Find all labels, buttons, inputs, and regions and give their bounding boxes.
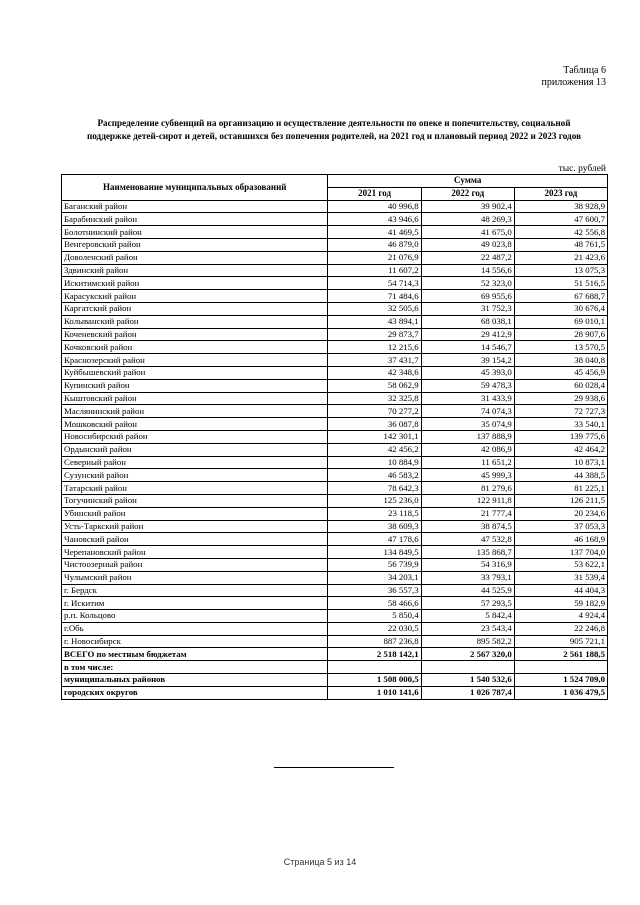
amount-2023: 1 524 709,0 <box>514 674 607 687</box>
empty-cell <box>421 661 514 674</box>
municipality-name: Карасукский район <box>62 290 328 303</box>
subtotal-row <box>62 674 608 687</box>
amount-2023: 22 246,8 <box>514 622 607 635</box>
table-number: Таблица 6 <box>563 65 606 76</box>
amount-2023: 905 721,1 <box>514 635 607 648</box>
amount-2023: 126 211,5 <box>514 494 607 507</box>
amount-2023: 137 704,0 <box>514 546 607 559</box>
amount-2022: 5 842,4 <box>421 610 514 623</box>
amount-2022: 11 651,2 <box>421 456 514 469</box>
table-row <box>62 328 608 341</box>
amount-2021: 36 557,3 <box>328 584 421 597</box>
amount-2022: 45 999,3 <box>421 469 514 482</box>
municipality-name: Новосибирский район <box>62 430 328 443</box>
table-row <box>62 354 608 367</box>
amount-2021: 38 609,3 <box>328 520 421 533</box>
amount-2022: 1 026 787,4 <box>421 686 514 699</box>
municipality-name: г. Бердск <box>62 584 328 597</box>
amount-2022: 122 911,8 <box>421 494 514 507</box>
amount-2021: 71 484,6 <box>328 290 421 303</box>
amount-2022: 137 888,9 <box>421 430 514 443</box>
amount-2023: 28 907,6 <box>514 328 607 341</box>
amount-2021: 125 236,0 <box>328 494 421 507</box>
amount-2023: 72 727,3 <box>514 405 607 418</box>
amount-2021: 29 873,7 <box>328 328 421 341</box>
amount-2021: 21 076,9 <box>328 251 421 264</box>
amount-2023: 29 938,6 <box>514 392 607 405</box>
amount-2021: 78 642,3 <box>328 482 421 495</box>
amount-2022: 69 955,6 <box>421 290 514 303</box>
municipality-name: Болотнинский район <box>62 226 328 239</box>
amount-2021: 46 583,2 <box>328 469 421 482</box>
empty-cell <box>328 661 421 674</box>
column-header-2022: 2022 год <box>421 187 514 200</box>
amount-2022: 38 874,5 <box>421 520 514 533</box>
municipality-name: Кочковский район <box>62 341 328 354</box>
amount-2022: 47 532,8 <box>421 533 514 546</box>
title-line-1: Распределение субвенций на организацию и осуществление деятельности по опеке и попечительству, социальной <box>97 118 571 128</box>
municipality-name: Венгеровский район <box>62 238 328 251</box>
amount-2022: 74 074,3 <box>421 405 514 418</box>
amount-2021: 134 849,5 <box>328 546 421 559</box>
municipality-name: Барабинский район <box>62 213 328 226</box>
municipality-name: Искитимский район <box>62 277 328 290</box>
amount-2021: 32 325,8 <box>328 392 421 405</box>
amount-2022: 49 023,8 <box>421 238 514 251</box>
amount-2021: 58 062,9 <box>328 379 421 392</box>
amount-2022: 22 487,2 <box>421 251 514 264</box>
amount-2023: 1 036 479,5 <box>514 686 607 699</box>
amount-2022: 135 868,7 <box>421 546 514 559</box>
amount-2022: 1 540 532,6 <box>421 674 514 687</box>
municipality-name: Черепановский район <box>62 546 328 559</box>
table-row <box>62 571 608 584</box>
table-row <box>62 302 608 315</box>
table-row <box>62 405 608 418</box>
municipality-name: Маслянинский район <box>62 405 328 418</box>
table-row <box>62 315 608 328</box>
amount-2023: 44 388,5 <box>514 469 607 482</box>
amount-2023: 13 075,3 <box>514 264 607 277</box>
amount-2022: 52 323,0 <box>421 277 514 290</box>
amount-2023: 51 516,5 <box>514 277 607 290</box>
table-row <box>62 635 608 648</box>
table-row <box>62 622 608 635</box>
amount-2021: 32 505,6 <box>328 302 421 315</box>
amount-2021: 11 607,2 <box>328 264 421 277</box>
amount-2023: 42 464,2 <box>514 443 607 456</box>
municipality-name: Убинский район <box>62 507 328 520</box>
amount-2023: 44 404,3 <box>514 584 607 597</box>
amount-2021: 46 879,0 <box>328 238 421 251</box>
amount-2021: 43 894,1 <box>328 315 421 328</box>
amount-2022: 31 752,3 <box>421 302 514 315</box>
table-row <box>62 456 608 469</box>
table-row <box>62 251 608 264</box>
municipality-name: Северный район <box>62 456 328 469</box>
amount-2022: 59 478,3 <box>421 379 514 392</box>
amount-2022: 33 793,1 <box>421 571 514 584</box>
amount-2023: 53 622,1 <box>514 558 607 571</box>
amount-2022: 57 293,5 <box>421 597 514 610</box>
column-header-2021: 2021 год <box>328 187 421 200</box>
units-label: тыс. рублей <box>558 164 606 174</box>
amount-2022: 29 412,9 <box>421 328 514 341</box>
municipality-name: Куйбышевский район <box>62 366 328 379</box>
amount-2023: 60 028,4 <box>514 379 607 392</box>
table-row <box>62 264 608 277</box>
amount-2023: 45 456,9 <box>514 366 607 379</box>
amount-2021: 12 215,6 <box>328 341 421 354</box>
appendix-number: приложения 13 <box>541 77 606 88</box>
amount-2022: 44 525,9 <box>421 584 514 597</box>
amount-2023: 69 010,1 <box>514 315 607 328</box>
municipality-name: Тогучинский район <box>62 494 328 507</box>
amount-2023: 38 040,8 <box>514 354 607 367</box>
amount-2022: 81 279,6 <box>421 482 514 495</box>
municipality-name: Ордынский район <box>62 443 328 456</box>
amount-2023: 139 775,6 <box>514 430 607 443</box>
amount-2022: 35 074,9 <box>421 418 514 431</box>
amount-2022: 42 086,9 <box>421 443 514 456</box>
municipality-name: муниципальных районов <box>62 674 328 687</box>
table-row <box>62 584 608 597</box>
amount-2021: 2 518 142,1 <box>328 648 421 661</box>
table-row <box>62 418 608 431</box>
table-row <box>62 507 608 520</box>
municipality-name: Чулымский район <box>62 571 328 584</box>
amount-2023: 13 570,5 <box>514 341 607 354</box>
amount-2022: 23 543,4 <box>421 622 514 635</box>
municipality-name: Кыштовский район <box>62 392 328 405</box>
amount-2023: 4 924,4 <box>514 610 607 623</box>
amount-2023: 47 600,7 <box>514 213 607 226</box>
amount-2021: 47 178,6 <box>328 533 421 546</box>
total-row <box>62 648 608 661</box>
including-label: в том числе: <box>62 661 328 674</box>
amount-2022: 45 393,0 <box>421 366 514 379</box>
amount-2022: 39 902,4 <box>421 200 514 213</box>
amount-2023: 10 873,1 <box>514 456 607 469</box>
municipality-name: Доволенский район <box>62 251 328 264</box>
table-row <box>62 226 608 239</box>
amount-2023: 30 676,4 <box>514 302 607 315</box>
table-row <box>62 533 608 546</box>
amount-2022: 14 556,6 <box>421 264 514 277</box>
amount-2023: 48 761,5 <box>514 238 607 251</box>
table-body <box>62 200 608 699</box>
amount-2021: 23 118,5 <box>328 507 421 520</box>
amount-2023: 38 928,9 <box>514 200 607 213</box>
table-row <box>62 290 608 303</box>
appendix-reference <box>542 65 606 89</box>
amount-2023: 31 539,4 <box>514 571 607 584</box>
amount-2021: 41 469,5 <box>328 226 421 239</box>
municipality-name: Коченевский район <box>62 328 328 341</box>
municipality-name: Здвинский район <box>62 264 328 277</box>
municipality-name: Купинский район <box>62 379 328 392</box>
amount-2021: 34 203,1 <box>328 571 421 584</box>
municipality-name: Мошковский район <box>62 418 328 431</box>
amount-2021: 1 010 141,6 <box>328 686 421 699</box>
table-row <box>62 610 608 623</box>
amount-2021: 887 236,8 <box>328 635 421 648</box>
amount-2023: 59 182,9 <box>514 597 607 610</box>
amount-2021: 22 030,5 <box>328 622 421 635</box>
municipality-name: городских округов <box>62 686 328 699</box>
municipality-name: Каргатский район <box>62 302 328 315</box>
amount-2022: 48 269,3 <box>421 213 514 226</box>
municipality-name: Чановский район <box>62 533 328 546</box>
amount-2021: 70 277,2 <box>328 405 421 418</box>
table-row <box>62 392 608 405</box>
table-row <box>62 546 608 559</box>
amount-2022: 68 038,1 <box>421 315 514 328</box>
municipality-name: г. Новосибирск <box>62 635 328 648</box>
page-number: Страница 5 из 14 <box>283 857 357 867</box>
municipality-name: ВСЕГО по местным бюджетам <box>62 648 328 661</box>
column-header-sum: Сумма <box>328 175 608 188</box>
title-line-2: поддержке детей-сирот и детей, оставшихся без попечения родителей, на 2021 год и плановый период 2022 и 2023 годов <box>86 131 582 141</box>
amount-2021: 36 087,8 <box>328 418 421 431</box>
amount-2021: 56 739,9 <box>328 558 421 571</box>
table-row <box>62 430 608 443</box>
amount-2021: 10 884,9 <box>328 456 421 469</box>
table-row <box>62 213 608 226</box>
subtotal-row <box>62 686 608 699</box>
amount-2021: 54 714,3 <box>328 277 421 290</box>
table-row <box>62 379 608 392</box>
municipality-name: г.Обь <box>62 622 328 635</box>
amount-2022: 41 675,0 <box>421 226 514 239</box>
including-row <box>62 661 608 674</box>
column-header-2023: 2023 год <box>514 187 607 200</box>
table-row <box>62 597 608 610</box>
amount-2023: 20 234,6 <box>514 507 607 520</box>
municipality-name: Татарский район <box>62 482 328 495</box>
amount-2022: 14 546,7 <box>421 341 514 354</box>
subsidy-table <box>61 174 608 700</box>
amount-2023: 42 556,8 <box>514 226 607 239</box>
amount-2023: 33 540,1 <box>514 418 607 431</box>
amount-2022: 39 154,2 <box>421 354 514 367</box>
empty-cell <box>514 661 607 674</box>
municipality-name: Сузунский район <box>62 469 328 482</box>
municipality-name: Баганский район <box>62 200 328 213</box>
end-rule <box>274 767 394 768</box>
table-row <box>62 366 608 379</box>
amount-2021: 40 996,8 <box>328 200 421 213</box>
amount-2023: 81 225,1 <box>514 482 607 495</box>
table-row <box>62 558 608 571</box>
municipality-name: Колыванский район <box>62 315 328 328</box>
amount-2021: 1 508 000,5 <box>328 674 421 687</box>
table-row <box>62 469 608 482</box>
table-row <box>62 200 608 213</box>
municipality-name: Чистоозерный район <box>62 558 328 571</box>
document-title <box>60 117 608 143</box>
amount-2021: 37 431,7 <box>328 354 421 367</box>
amount-2021: 43 946,6 <box>328 213 421 226</box>
amount-2023: 2 561 188,5 <box>514 648 607 661</box>
table-row <box>62 341 608 354</box>
municipality-name: р.п. Кольцово <box>62 610 328 623</box>
amount-2023: 37 053,3 <box>514 520 607 533</box>
amount-2022: 21 777,4 <box>421 507 514 520</box>
municipality-name: Краснозерский район <box>62 354 328 367</box>
amount-2022: 31 433,9 <box>421 392 514 405</box>
table-row <box>62 277 608 290</box>
column-header-name: Наименование муниципальных образований <box>62 175 328 201</box>
table-row <box>62 238 608 251</box>
municipality-name: Усть-Таркский район <box>62 520 328 533</box>
amount-2022: 895 582,2 <box>421 635 514 648</box>
amount-2021: 5 850,4 <box>328 610 421 623</box>
table-row <box>62 494 608 507</box>
table-row <box>62 520 608 533</box>
amount-2023: 21 423,6 <box>514 251 607 264</box>
table-row <box>62 443 608 456</box>
amount-2021: 142 301,1 <box>328 430 421 443</box>
amount-2021: 42 348,6 <box>328 366 421 379</box>
amount-2023: 67 688,7 <box>514 290 607 303</box>
amount-2023: 46 168,9 <box>514 533 607 546</box>
table-row <box>62 482 608 495</box>
amount-2021: 58 466,6 <box>328 597 421 610</box>
amount-2021: 42 456,2 <box>328 443 421 456</box>
municipality-name: г. Искитим <box>62 597 328 610</box>
amount-2022: 54 316,9 <box>421 558 514 571</box>
amount-2022: 2 567 320,0 <box>421 648 514 661</box>
